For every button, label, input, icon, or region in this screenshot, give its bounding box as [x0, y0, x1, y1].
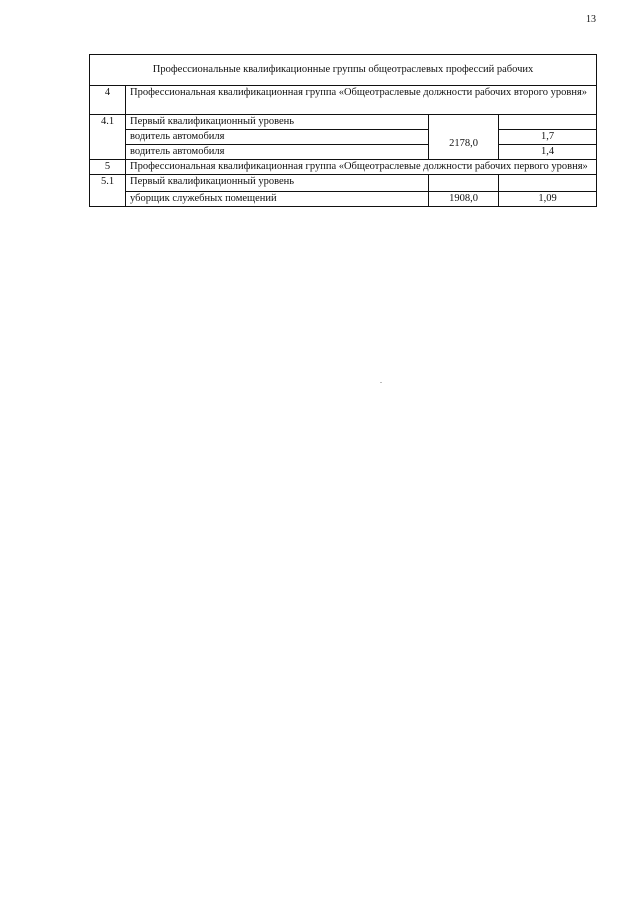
- level-5-1-coef-spacer: [499, 175, 597, 192]
- coefficient-cell: 1,4: [499, 145, 597, 160]
- scan-speck: [380, 382, 382, 383]
- group-5-title: Профессиональная квалификационная группа «Общеотраслевые должности рабочих первого уровня»: [126, 160, 597, 175]
- position-cell: водитель автомобиля: [126, 145, 429, 160]
- table-row: [90, 192, 597, 207]
- salary-cell: 2178,0: [429, 130, 499, 160]
- qualification-groups-table: [89, 54, 597, 207]
- position-cell: водитель автомобиля: [126, 130, 429, 145]
- group-5-row: [90, 160, 597, 175]
- group-4-row: [90, 86, 597, 115]
- table-row: [90, 130, 597, 145]
- group-5-number: 5: [90, 160, 126, 175]
- table-header: Профессиональные квалификационные группы общеотраслевых профессий рабочих: [90, 55, 597, 86]
- level-4-1-coef-spacer: [499, 115, 597, 130]
- level-4-1-title: Первый квалификационный уровень: [126, 115, 429, 130]
- level-5-1-salary-spacer: [429, 175, 499, 192]
- level-5-1-row: [90, 175, 597, 192]
- salary-cell: 1908,0: [429, 192, 499, 207]
- table-row: [90, 145, 597, 160]
- coefficient-cell: 1,7: [499, 130, 597, 145]
- level-5-1-number: 5.1: [90, 175, 126, 207]
- group-4-title: Профессиональная квалификационная группа «Общеотраслевые должности рабочих второго уровня»: [126, 86, 597, 115]
- level-5-1-title: Первый квалификационный уровень: [126, 175, 429, 192]
- group-4-number: 4: [90, 86, 126, 115]
- table-header-row: [90, 55, 597, 86]
- level-4-1-number: 4.1: [90, 115, 126, 160]
- level-4-1-row: [90, 115, 597, 130]
- level-4-1-salary-spacer: [429, 115, 499, 130]
- page-number: 13: [586, 14, 596, 25]
- position-cell: уборщик служебных помещений: [126, 192, 429, 207]
- coefficient-cell: 1,09: [499, 192, 597, 207]
